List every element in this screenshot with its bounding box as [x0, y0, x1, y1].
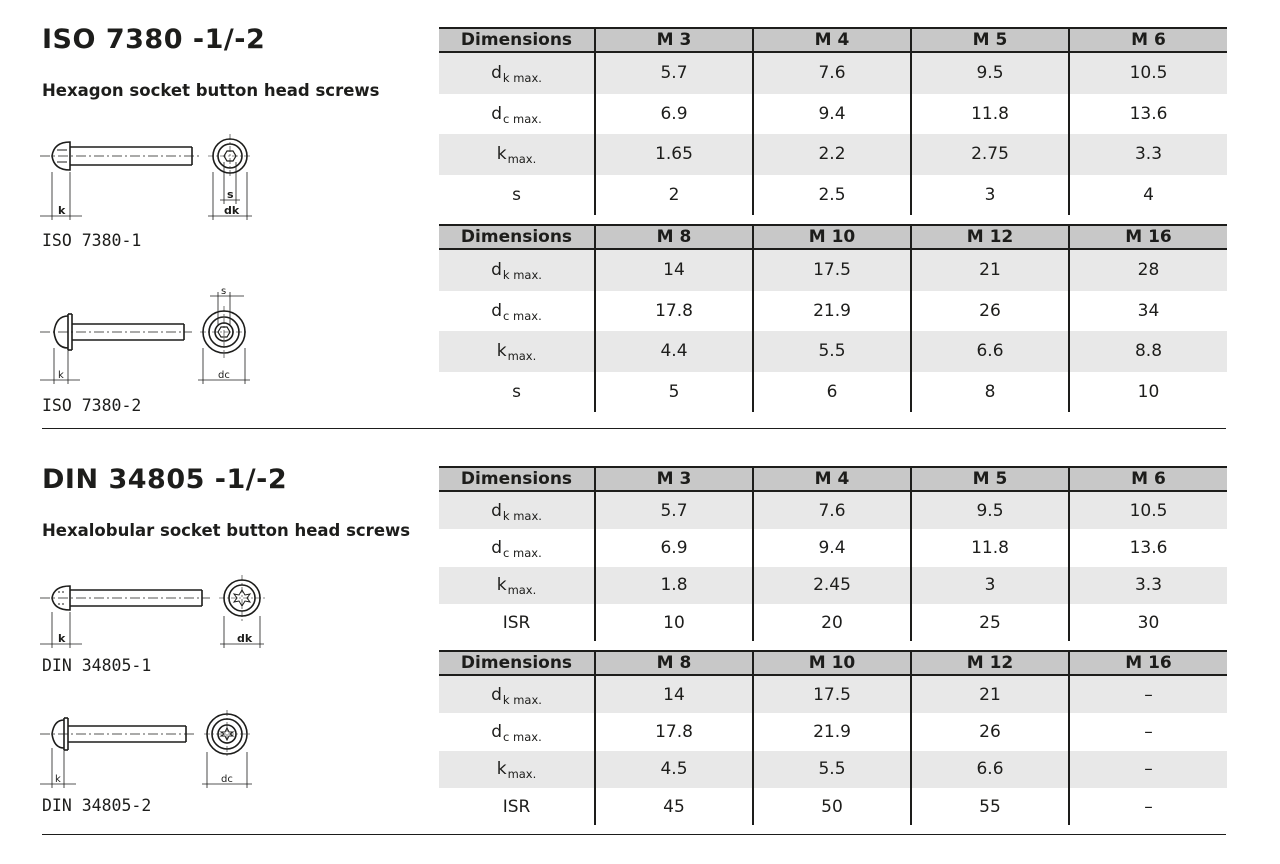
row-label: $k_{max.}$ [439, 567, 595, 604]
table-cell: 17.5 [753, 675, 911, 713]
table-row [439, 52, 1227, 94]
table-cell: 9.4 [753, 94, 911, 135]
dimension-label-k: k [58, 204, 66, 217]
table-header-cell: M 10 [753, 225, 911, 249]
table-cell: 2.5 [753, 175, 911, 216]
table-header-cell: Dimensions [439, 651, 595, 675]
table-row [439, 675, 1227, 713]
table-cell: 5.7 [595, 52, 753, 94]
table-cell: 50 [753, 788, 911, 825]
row-label: $k_{max.}$ [439, 331, 595, 372]
row-label: $d_{c max.}$ [491, 721, 542, 744]
table-cell: 17.8 [595, 713, 753, 750]
table-cell: 8 [911, 372, 1069, 413]
dimension-label-dk: dk [237, 632, 253, 645]
table-cell: 2.2 [753, 134, 911, 175]
table-cell: 2 [595, 175, 753, 216]
row-label: $d_{k max.}$ [439, 491, 595, 529]
table-cell: 21 [911, 675, 1069, 713]
table-cell: 17.8 [595, 291, 753, 332]
dimension-label-dc: dc [221, 774, 233, 785]
table-header-cell: M 12 [911, 225, 1069, 249]
table-header-cell: Dimensions [439, 467, 595, 491]
row-label: ISR [502, 796, 531, 817]
screw-drawing-din34805-1 [40, 572, 265, 652]
table-cell: – [1069, 788, 1227, 825]
dimensions-table-large [439, 224, 1227, 412]
table-row [439, 372, 1227, 413]
table-cell: 9.4 [753, 529, 911, 566]
table-cell: 3 [911, 175, 1069, 216]
section-subtitle: Hexalobular socket button head screws [42, 521, 411, 540]
table-header-cell: M 6 [1069, 28, 1227, 52]
table-cell: 21.9 [753, 713, 911, 750]
table-header-cell: M 3 [595, 467, 753, 491]
screw-drawing-din34805-2 [40, 708, 260, 790]
table-cell: 6 [753, 372, 911, 413]
variant-caption-2: DIN 34805-2 [42, 796, 152, 815]
table-row [439, 567, 1227, 604]
section-subtitle: Hexagon socket button head screws [42, 81, 380, 100]
table-cell: 14 [595, 249, 753, 291]
row-label: ISR [502, 612, 531, 633]
table-cell: 26 [911, 291, 1069, 332]
table-cell: 7.6 [753, 52, 911, 94]
table-cell: 11.8 [911, 529, 1069, 566]
table-cell: 14 [595, 675, 753, 713]
table-cell: – [1069, 713, 1227, 750]
table-cell: 45 [595, 788, 753, 825]
dimension-label-k: k [55, 774, 61, 785]
table-cell: 5.7 [595, 491, 753, 529]
table-header-cell: M 6 [1069, 467, 1227, 491]
section-iso-7380 [0, 0, 1280, 430]
row-label: s [512, 381, 521, 402]
dimensions-table-large [439, 650, 1227, 825]
screw-drawing-iso7380-2 [40, 288, 260, 388]
row-label: $d_{c max.}$ [491, 103, 542, 126]
table-cell: 4.4 [595, 331, 753, 372]
table-header-cell: M 16 [1069, 225, 1227, 249]
table-cell: 28 [1069, 249, 1227, 291]
table-header-row [439, 225, 1227, 249]
table-cell: 10.5 [1069, 52, 1227, 94]
table-cell: 6.6 [911, 751, 1069, 788]
table-cell: – [1069, 751, 1227, 788]
table-header-cell: M 3 [595, 28, 753, 52]
table-header-cell: M 4 [753, 28, 911, 52]
row-label: $d_{k max.}$ [439, 52, 595, 94]
table-row [439, 94, 1227, 135]
dimension-label-s: s [227, 188, 234, 201]
table-header-cell: M 5 [911, 28, 1069, 52]
table-header-cell: M 10 [753, 651, 911, 675]
table-cell: 13.6 [1069, 529, 1227, 566]
dimension-label-s: s [221, 288, 227, 297]
table-cell: 6.9 [595, 94, 753, 135]
dimensions-table-small [439, 466, 1227, 641]
row-label: $d_{k max.}$ [439, 675, 595, 713]
table-row [439, 751, 1227, 788]
section-divider [42, 428, 1226, 429]
table-cell: 17.5 [753, 249, 911, 291]
row-label: s [512, 184, 521, 205]
table-cell: 5.5 [753, 331, 911, 372]
table-cell: 4 [1069, 175, 1227, 216]
table-cell: 3.3 [1069, 567, 1227, 604]
table-cell: 10 [1069, 372, 1227, 413]
dimensions-table-small [439, 27, 1227, 215]
variant-caption-2: ISO 7380-2 [42, 396, 142, 415]
section-divider [42, 834, 1226, 835]
table-cell: 6.9 [595, 529, 753, 566]
dimension-label-dk: dk [224, 204, 240, 217]
table-row [439, 175, 1227, 216]
table-cell: 3 [911, 567, 1069, 604]
table-header-cell: M 8 [595, 651, 753, 675]
table-row [439, 604, 1227, 641]
table-cell: 7.6 [753, 491, 911, 529]
screw-drawing-iso7380-1 [40, 132, 260, 224]
table-cell: 11.8 [911, 94, 1069, 135]
table-cell: 55 [911, 788, 1069, 825]
table-header-cell: M 5 [911, 467, 1069, 491]
table-cell: 10 [595, 604, 753, 641]
table-cell: 34 [1069, 291, 1227, 332]
table-cell: 21.9 [753, 291, 911, 332]
section-title: DIN 34805 -1/-2 [42, 464, 288, 495]
table-cell: 25 [911, 604, 1069, 641]
table-cell: 13.6 [1069, 94, 1227, 135]
variant-caption-1: DIN 34805-1 [42, 656, 152, 675]
table-cell: – [1069, 675, 1227, 713]
table-row [439, 134, 1227, 175]
table-row [439, 291, 1227, 332]
table-cell: 5 [595, 372, 753, 413]
table-cell: 21 [911, 249, 1069, 291]
table-row [439, 331, 1227, 372]
table-header-cell: M 8 [595, 225, 753, 249]
dimension-label-k: k [58, 370, 64, 381]
table-header-cell: M 12 [911, 651, 1069, 675]
row-label: $k_{max.}$ [439, 134, 595, 175]
table-header-cell: Dimensions [439, 225, 595, 249]
table-cell: 2.75 [911, 134, 1069, 175]
row-label: $d_{k max.}$ [439, 249, 595, 291]
table-cell: 6.6 [911, 331, 1069, 372]
variant-caption-1: ISO 7380-1 [42, 231, 142, 250]
table-row [439, 788, 1227, 825]
table-header-cell: M 16 [1069, 651, 1227, 675]
table-cell: 4.5 [595, 751, 753, 788]
table-cell: 20 [753, 604, 911, 641]
table-row [439, 249, 1227, 291]
table-cell: 2.45 [753, 567, 911, 604]
dimension-label-k: k [58, 632, 66, 645]
table-cell: 9.5 [911, 491, 1069, 529]
dimension-label-dc: dc [218, 370, 230, 381]
table-header-cell: Dimensions [439, 28, 595, 52]
table-cell: 9.5 [911, 52, 1069, 94]
row-label: $d_{c max.}$ [491, 300, 542, 323]
table-cell: 30 [1069, 604, 1227, 641]
table-cell: 1.65 [595, 134, 753, 175]
table-header-cell: M 4 [753, 467, 911, 491]
table-header-row [439, 28, 1227, 52]
row-label: $k_{max.}$ [439, 751, 595, 788]
table-header-row [439, 651, 1227, 675]
table-cell: 26 [911, 713, 1069, 750]
section-title: ISO 7380 -1/-2 [42, 24, 266, 55]
table-cell: 10.5 [1069, 491, 1227, 529]
table-cell: 1.8 [595, 567, 753, 604]
section-din-34805 [0, 440, 1280, 840]
row-label: $d_{c max.}$ [491, 537, 542, 560]
table-cell: 8.8 [1069, 331, 1227, 372]
table-cell: 5.5 [753, 751, 911, 788]
table-cell: 3.3 [1069, 134, 1227, 175]
table-row [439, 491, 1227, 529]
table-row [439, 529, 1227, 566]
table-header-row [439, 467, 1227, 491]
table-row [439, 713, 1227, 750]
